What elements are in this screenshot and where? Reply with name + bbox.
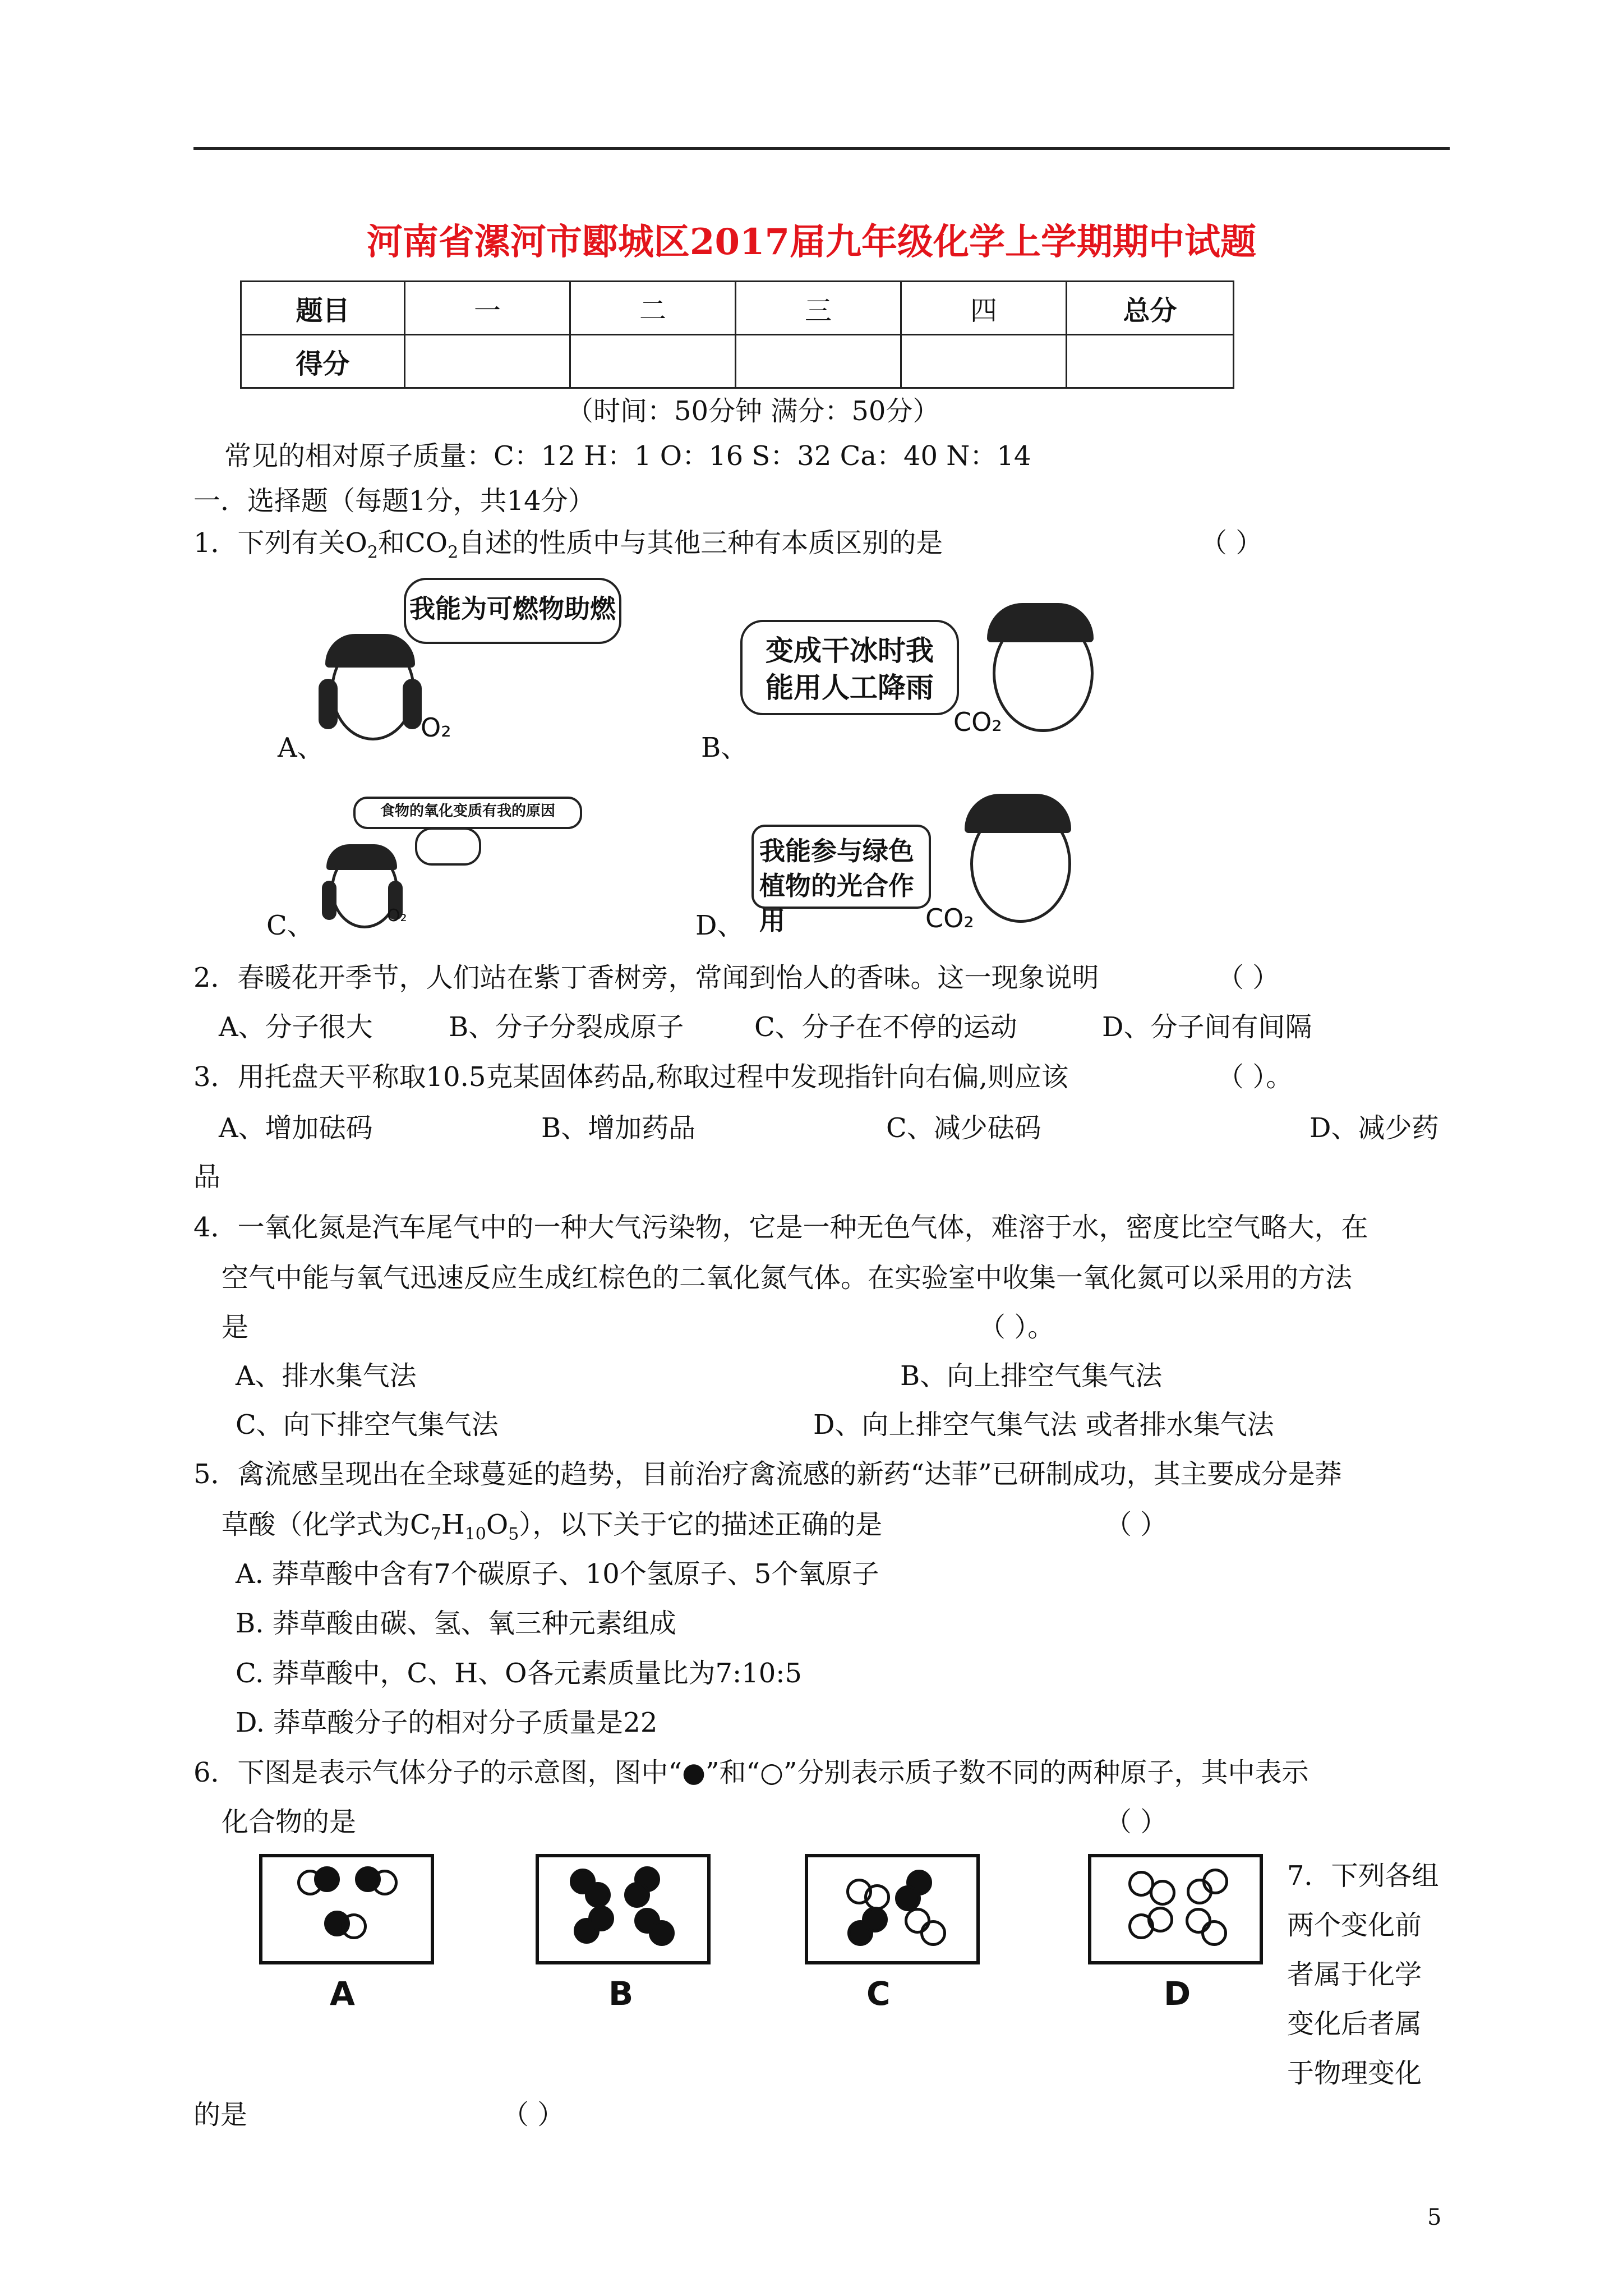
score-cell <box>901 335 1067 388</box>
molecule-box-b <box>536 1854 711 1964</box>
black-atom-icon <box>314 1866 340 1892</box>
option-text: D. 莽草酸分子的相对分子质量是22 <box>236 1707 658 1738</box>
option-text: B、增加药品 <box>541 1112 696 1144</box>
question-6-line: 6．下图是表示气体分子的示意图，图中“●”和“○”分别表示质子数不同的两种原子，其中表示 <box>193 1757 1309 1788</box>
atomic-mass-info: 常见的相对原子质量：C：12 H：1 O：16 S：32 Ca：40 N：14 <box>224 440 1031 472</box>
white-atom-icon <box>920 1920 946 1946</box>
white-atom-icon <box>341 1913 367 1939</box>
answer-paren: （ ） <box>1200 527 1263 559</box>
score-header-cell: 三 <box>736 282 901 335</box>
answer-paren: （ ）。 <box>979 1312 1055 1343</box>
page-number: 5 <box>1427 2205 1442 2230</box>
score-table-header-row <box>241 282 1234 335</box>
question-7-side-text <box>1287 1851 1439 2098</box>
score-header-cell: 二 <box>570 282 736 335</box>
option-text: C. 莽草酸中，C、H、O各元素质量比为7:10:5 <box>236 1658 802 1689</box>
thought-bubble-icon <box>415 827 481 866</box>
q5-subscript: 5 <box>508 1524 519 1544</box>
molecule-box-a <box>259 1854 434 1964</box>
q1-option-a-illustration <box>314 578 628 769</box>
option-wrap-text: 品 <box>193 1161 221 1193</box>
speech-bubble <box>751 825 931 936</box>
option-label: D、 <box>695 910 744 941</box>
white-atom-icon <box>1202 1869 1228 1894</box>
box-label: C <box>866 1975 891 2013</box>
exam-time-info: （时间：50分钟 满分：50分） <box>566 395 940 427</box>
option-text: C、分子在不停的运动 <box>754 1011 1017 1043</box>
option-label: B、 <box>701 732 748 763</box>
question-5-line <box>222 1509 882 1550</box>
score-cell <box>1067 335 1234 388</box>
hair-icon <box>326 844 397 870</box>
question-4-line: 是 <box>222 1312 249 1343</box>
option-text: C、向下排空气集气法 <box>236 1409 499 1441</box>
white-atom-icon <box>1150 1880 1175 1906</box>
question-3-stem: 3．用托盘天平称取10.5克某固体药品,称取过程中发现指针向右偏,则应该 <box>193 1061 1068 1093</box>
white-atom-icon <box>372 1870 398 1895</box>
black-atom-icon <box>624 1882 650 1908</box>
option-text: B. 莽草酸由碳、氢、氧三种元素组成 <box>236 1608 676 1639</box>
q1-subscript: 2 <box>448 542 459 563</box>
q1-stem-prefix: 1．下列有关O <box>193 527 367 559</box>
option-text: A. 莽草酸中含有7个碳原子、10个氢原子、5个氧原子 <box>236 1558 879 1590</box>
q1-stem-mid: 和CO <box>378 527 448 559</box>
answer-paren: （ ） <box>1105 1509 1168 1540</box>
score-header-cell: 题目 <box>241 282 405 335</box>
box-label: A <box>330 1975 355 2013</box>
question-1-stem <box>193 527 943 569</box>
page-title: 河南省漯河市郾城区2017届九年级化学上学期期中试题 <box>366 221 1257 263</box>
white-atom-icon <box>1147 1907 1173 1932</box>
option-label: A、 <box>278 732 324 763</box>
q5-subscript: 10 <box>464 1524 486 1544</box>
score-cell <box>405 335 570 388</box>
option-text: A、增加砝码 <box>219 1112 373 1144</box>
hair-icon <box>987 603 1094 642</box>
gas-label: O₂ <box>421 712 451 743</box>
header-rule <box>193 147 1450 150</box>
option-text: A、排水集气法 <box>236 1360 417 1392</box>
score-cell <box>736 335 901 388</box>
q7-line: 变化后者属 <box>1287 2008 1422 2040</box>
molecule-box-c <box>805 1854 980 1964</box>
braid-icon <box>403 679 422 729</box>
score-header-cell: 一 <box>405 282 570 335</box>
gas-label: CO₂ <box>953 707 1002 737</box>
speech-bubble: 我能为可燃物助燃 <box>404 578 621 644</box>
score-table <box>240 280 1234 389</box>
answer-paren: （ ） <box>502 2099 565 2131</box>
score-row-label: 得分 <box>241 335 405 388</box>
q1-option-b-illustration <box>740 603 1133 754</box>
answer-paren: （ ） <box>1105 1806 1168 1838</box>
hair-icon <box>965 794 1071 833</box>
white-atom-icon <box>1201 1920 1227 1946</box>
box-label: B <box>608 1975 634 2013</box>
speech-bubble: 食物的氧化变质有我的原因 <box>353 797 582 829</box>
option-text: C、减少砝码 <box>886 1112 1041 1144</box>
question-4-line: 空气中能与氧气迅速反应生成红棕色的二氧化氮气体。在实验室中收集一氧化氮可以采用的方法 <box>222 1262 1353 1294</box>
bubble-line: 变成干冰时我 <box>766 634 934 667</box>
question-5-line: 5．禽流感呈现出在全球蔓延的趋势，目前治疗禽流感的新药“达菲”已研制成功，其主要成分是莽 <box>193 1458 1342 1490</box>
q1-option-d-illustration <box>751 788 1110 945</box>
question-7-tail: 的是 <box>193 2099 248 2131</box>
score-table-score-row <box>241 335 1234 388</box>
q7-line: 两个变化前 <box>1287 1910 1422 1941</box>
black-atom-icon <box>585 1882 611 1908</box>
q7-line: 于物理变化 <box>1287 2058 1422 2089</box>
question-4-line: 4．一氧化氮是汽车尾气中的一种大气污染物，它是一种无色气体，难溶于水，密度比空气略大，在 <box>193 1212 1368 1243</box>
q5-text: H <box>441 1509 465 1540</box>
bubble-line: 植物的光合作用 <box>759 871 914 936</box>
option-text: D、向上排空气集气法 或者排水集气法 <box>813 1409 1274 1441</box>
question-2-stem: 2．春暖花开季节，人们站在紫丁香树旁，常闻到怡人的香味。这一现象说明 <box>193 962 1099 993</box>
braid-icon <box>319 679 338 729</box>
option-text: D、分子间有间隔 <box>1102 1011 1312 1043</box>
speech-bubble <box>740 620 959 715</box>
white-atom-icon <box>864 1884 890 1910</box>
box-label: D <box>1164 1975 1191 2013</box>
gas-label: O₂ <box>387 906 407 926</box>
bubble-line: 我能参与绿色 <box>759 836 914 866</box>
score-cell <box>570 335 736 388</box>
score-header-cell: 总分 <box>1067 282 1234 335</box>
answer-paren: （ ）。 <box>1217 1061 1293 1093</box>
option-text: B、分子分裂成原子 <box>449 1011 684 1043</box>
option-label: C、 <box>266 910 314 941</box>
molecule-box-d <box>1088 1854 1263 1964</box>
option-text: D、减少药 <box>1310 1112 1439 1144</box>
section-heading: 一．选择题（每题1分，共14分） <box>193 485 595 517</box>
black-atom-icon <box>588 1906 614 1931</box>
option-text: B、向上排空气集气法 <box>900 1360 1163 1392</box>
black-atom-icon <box>862 1907 888 1932</box>
hair-icon <box>325 634 415 668</box>
q1-stem-suffix: 自述的性质中与其他三种有本质区别的是 <box>458 527 943 559</box>
braid-icon <box>322 881 336 920</box>
q1-subscript: 2 <box>367 542 378 563</box>
q5-text: 草酸（化学式为C <box>222 1509 431 1540</box>
bubble-line: 能用人工降雨 <box>766 671 934 704</box>
question-6-line: 化合物的是 <box>222 1806 357 1838</box>
black-atom-icon <box>649 1920 675 1946</box>
gas-label: CO₂ <box>925 903 974 933</box>
option-text: A、分子很大 <box>219 1011 373 1043</box>
q1-option-c-illustration <box>314 788 594 940</box>
answer-paren: （ ） <box>1217 962 1280 993</box>
q5-subscript: 7 <box>430 1524 441 1544</box>
q7-line: 者属于化学 <box>1287 1959 1422 1990</box>
q7-line: 7．下列各组 <box>1287 1860 1439 1892</box>
score-header-cell: 四 <box>901 282 1067 335</box>
q5-text: O <box>486 1509 509 1540</box>
q5-text: ），以下关于它的描述正确的是 <box>519 1509 883 1540</box>
